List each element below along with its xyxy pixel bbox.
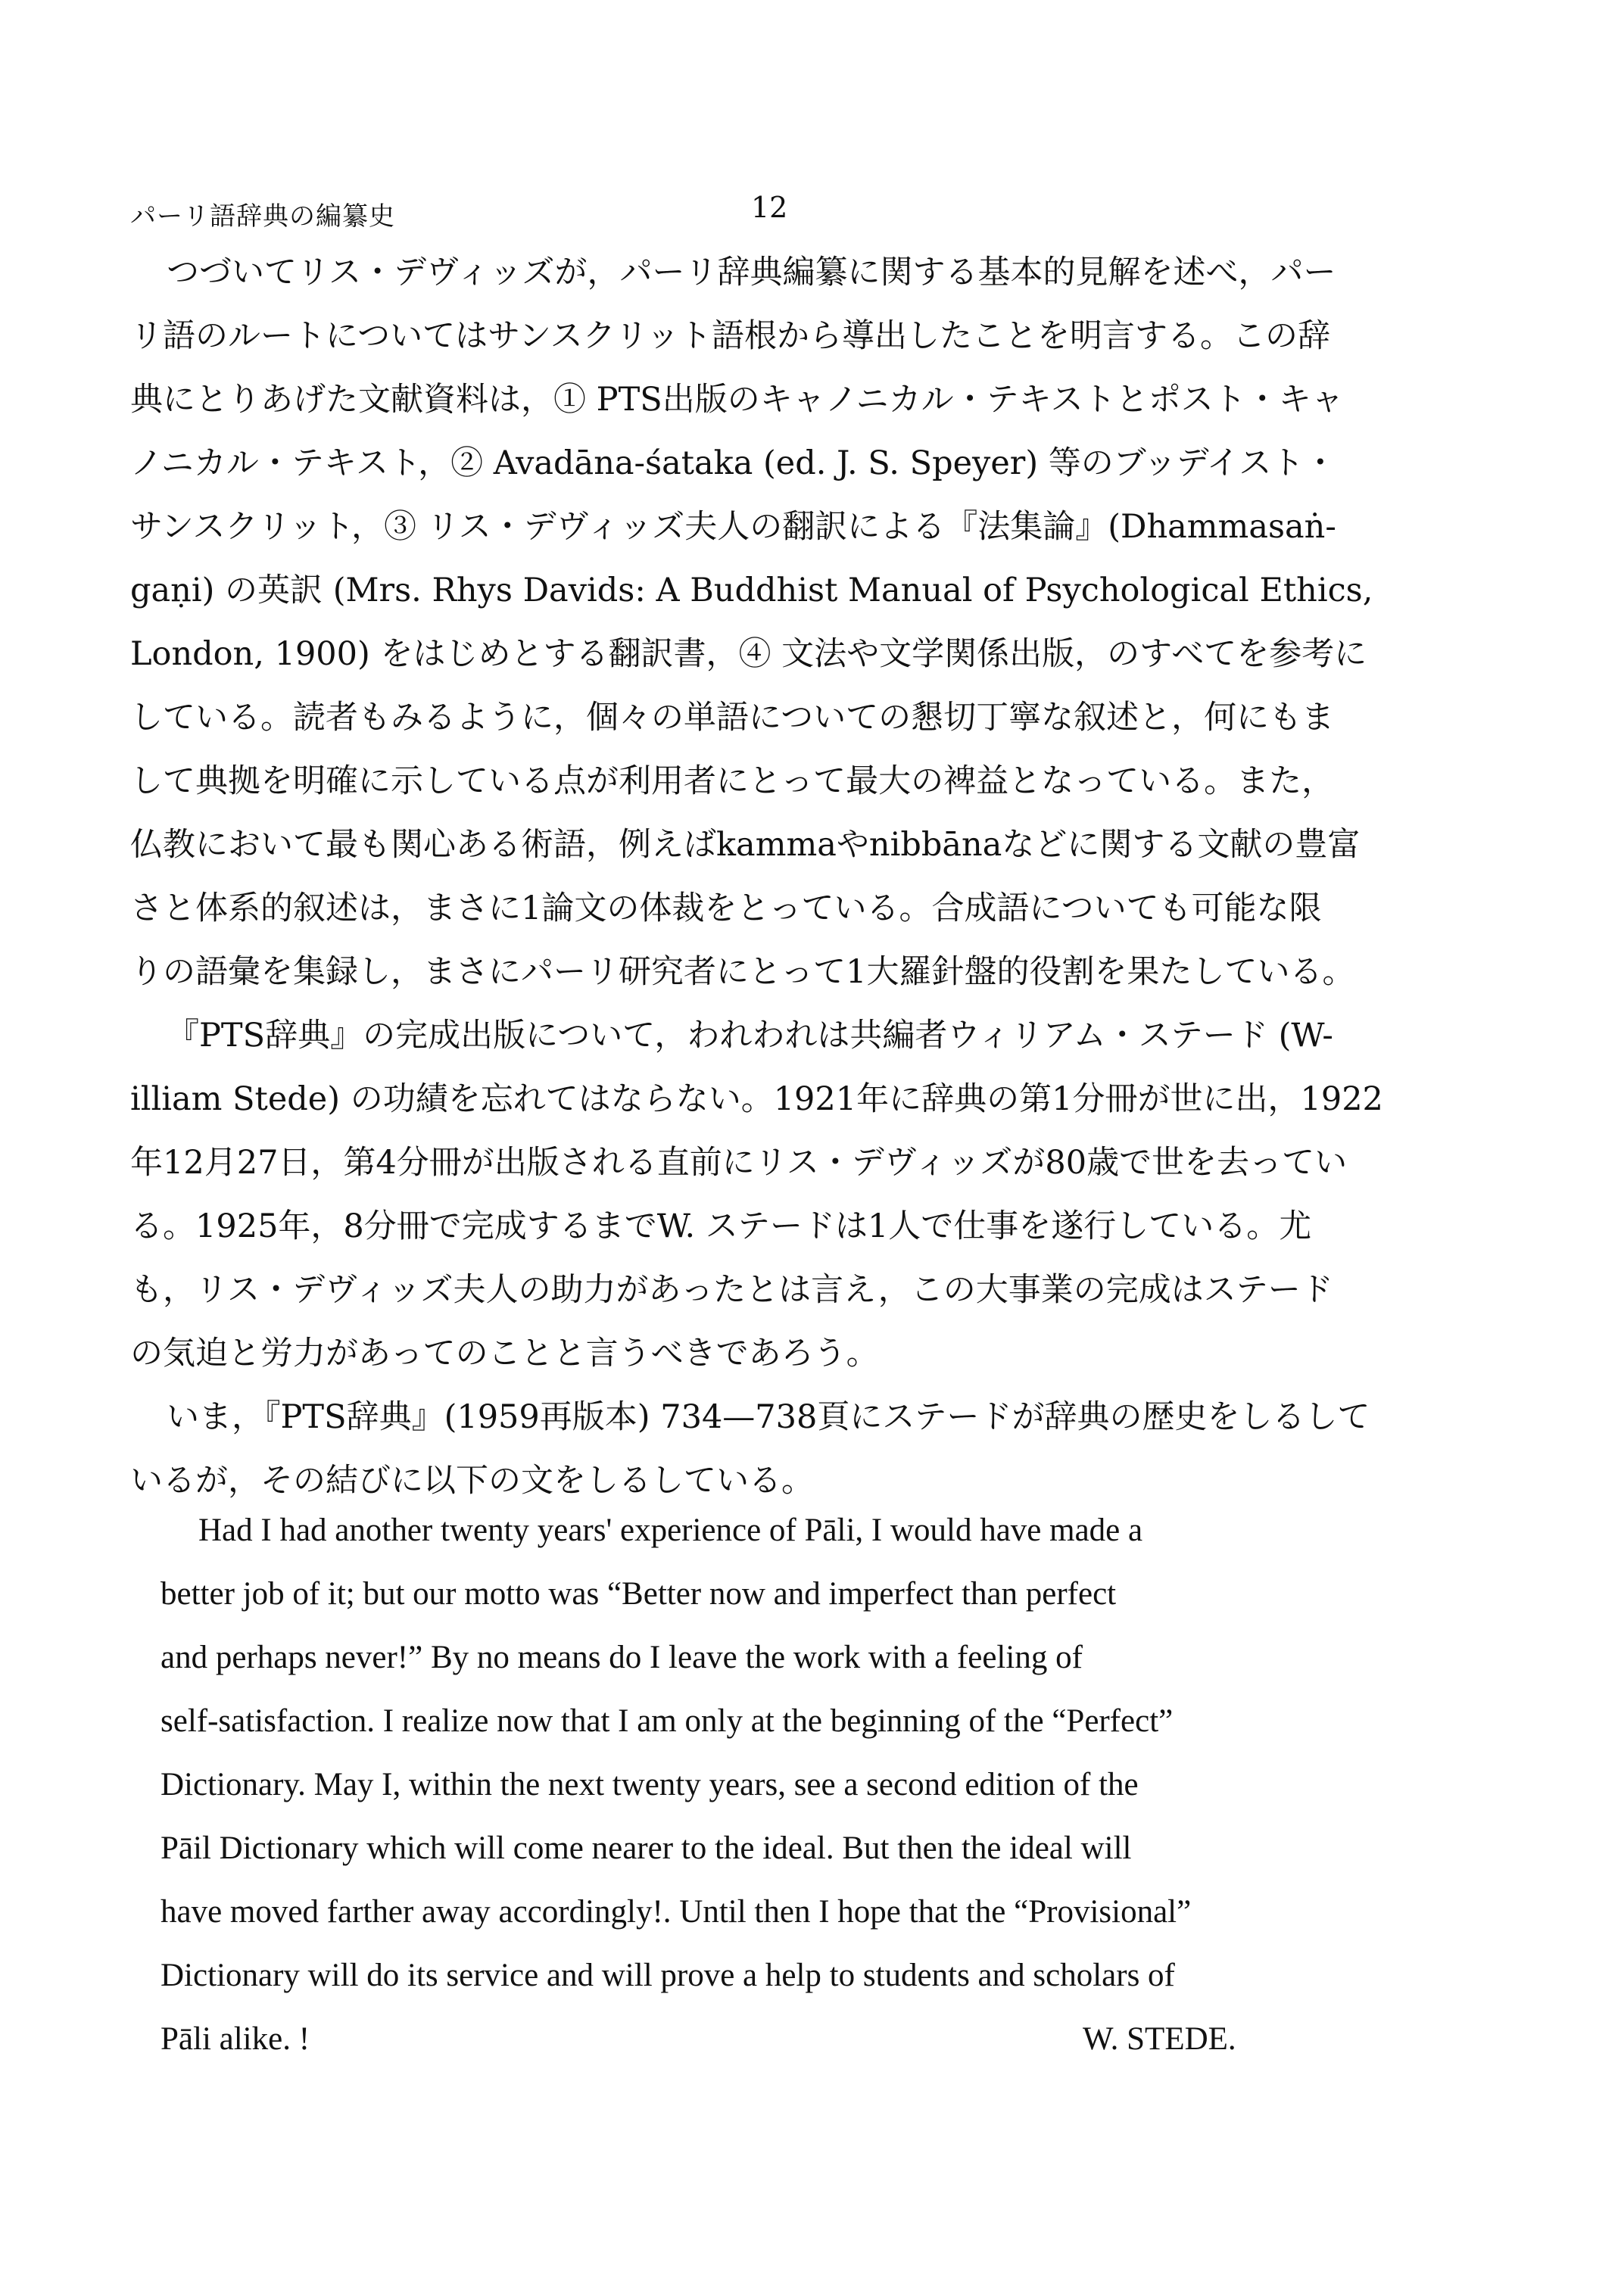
running-title: パーリ語辞典の編纂史 [130,201,395,232]
quote-line: self-satisfaction. I realize now that I am only at the beginning of the “Perfect” [161,1703,1174,1739]
text-line: る。1925年，8分冊で完成するまでW. ステードは1人で仕事を遂行している。尤 [130,1207,1312,1245]
text-line: gaṇi) の英訳 (Mrs. Rhys Davids: A Buddhist Manual of Psychological Ethics, [130,572,1373,609]
text-line: いま，『PTS辞典』(1959再版本) 734—738頁にステードが辞典の歴史をしるして [167,1398,1370,1436]
paragraph-3 [130,1385,1410,1513]
quote-last-line [161,2008,1410,2071]
quote-last-text: Pāli alike. ! [161,2021,310,2057]
body-text [130,241,1410,1513]
text-line: London, 1900) をはじめとする翻訳書，④ 文法や文学関係出版，のすべてを参考に [130,635,1367,673]
text-line: ノニカル・テキスト，② Avadāna-śataka (ed. J. S. Speyer) 等のブッデイスト・ [130,444,1337,482]
quote-line: have moved farther away accordingly!. Until then I hope that the “Provisional” [161,1894,1192,1930]
paragraph-1 [130,241,1410,1004]
quote-line: Had I had another twenty years' experience of Pāli, I would have made a [198,1513,1143,1548]
text-line: リ語のルートについてはサンスクリット語根から導出したことを明言する。この辞 [130,317,1330,355]
text-line: して典拠を明確に示している点が利用者にとって最大の裨益となっている。また， [130,762,1335,800]
paragraph-2 [130,1004,1410,1385]
text-line: 典にとりあげた文献資料は，① PTS出版のキャノニカル・テキストとポスト・キャ [130,381,1344,419]
text-line: の気迫と労力があってのことと言うべきであろう。 [130,1335,879,1372]
page-number: 12 [751,191,788,224]
text-line: 年12月27日，第4分冊が出版される直前にリス・デヴィッズが80歳で世を去ってい [130,1144,1348,1182]
text-line: いるが，その結びに以下の文をしるしている。 [130,1462,814,1500]
quote-line: Dictionary. May I, within the next twenty years, see a second edition of the [161,1767,1139,1802]
text-line: サンスクリット，③ リス・デヴィッズ夫人の翻訳による『法集論』(Dhammasaṅ- [130,508,1336,546]
block-quote [161,1499,1410,2071]
text-line: illiam Stede) の功績を忘れてはならない。1921年に辞典の第1分冊が世に出，1922 [130,1080,1383,1118]
text-line: 『PTS辞典』の完成出版について，われわれは共編者ウィリアム・ステード (W- [167,1017,1333,1055]
quote-line: better job of it; but our motto was “Better now and imperfect than perfect [161,1576,1117,1612]
signature: W. STEDE. [1083,2021,1236,2057]
quote-line: and perhaps never!” By no means do I leave the work with a feeling of [161,1640,1083,1675]
text-line: つづいてリス・デヴィッズが，パーリ辞典編纂に関する基本的見解を述べ，パー [167,254,1336,291]
text-line: さと体系的叙述は，まさに1論文の体裁をとっている。合成語についても可能な限 [130,889,1322,927]
text-line: 仏教において最も関心ある術語，例えばkammaやnibbānaなどに関する文献の豊富 [130,826,1361,864]
text-line: りの語彙を集録し，まさにパーリ研究者にとって1大羅針盤的役割を果たしている。 [130,953,1355,991]
quote-line: Dictionary will do its service and will prove a help to students and scholars of [161,1958,1175,1993]
text-line: している。読者もみるように，個々の単語についての懇切丁寧な叙述と，何にもま [130,699,1335,737]
text-line: も，リス・デヴィッズ夫人の助力があったとは言え，この大事業の完成はステード [130,1271,1333,1309]
quote-line: Pāil Dictionary which will come nearer to the ideal. But then the ideal will [161,1830,1132,1866]
